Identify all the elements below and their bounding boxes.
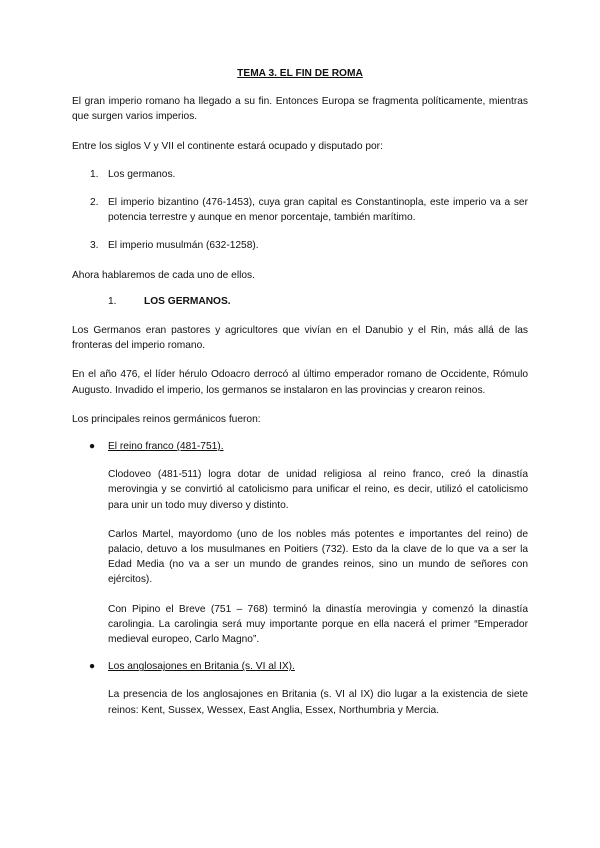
intro-paragraph: El gran imperio romano ha llegado a su fin. Entonces Europa se fragmenta políticamente, mientras que surgen varios imperios.	[72, 96, 528, 123]
anglo-paragraph-1: La presencia de los anglosajones en Britania (s. VI al IX) dio lugar a la existencia de siete reinos: Kent, Sussex, Wessex, East Anglia, Essex, Northumbria y Mercia.	[108, 689, 528, 716]
closing-paragraph: Ahora hablaremos de cada uno de ellos.	[72, 269, 255, 281]
germanos-paragraph-1: Los Germanos eran pastores y agricultores que vivían en el Danubio y el Rin, más allá de las fronteras del imperio romano.	[72, 325, 528, 352]
lead-paragraph: Entre los siglos V y VII el continente estará ocupado y disputado por:	[72, 140, 383, 152]
document-page	[72, 66, 528, 732]
bullet-label-franco: El reino franco (481-751).	[108, 441, 224, 453]
bullet-item-anglo	[72, 659, 528, 674]
bullet-icon: ●	[89, 441, 96, 453]
franco-paragraph-3: Con Pipino el Breve (751 – 768) terminó la dinastía merovingia y comenzó la dinastía carolingia. La carolingia será muy importante porque en ella nacerá el primer “Emperador medieval europeo, Carlo Magno”.	[108, 603, 528, 646]
list-item-number: 1.	[90, 168, 99, 180]
list-item	[72, 167, 528, 182]
section-title: LOS GERMANOS.	[144, 295, 231, 307]
franco-paragraph-2: Carlos Martel, mayordomo (uno de los nobles más potentes e importantes del reino) de palacio, detuvo a los musulmanes en Poitiers (732). Esto da la clave de lo que va a ser la Edad Media (no va a ser un mundo de grandes reinos, sino un mundo de señores con ejércitos).	[108, 528, 528, 586]
section-number: 1.	[108, 295, 117, 307]
bullet-item-franco	[72, 439, 528, 454]
bullet-icon: ●	[89, 661, 96, 673]
list-item-text: El imperio bizantino (476-1453), cuya gran capital es Constantinopla, este imperio va a ser potencia terrestre y aunque en menor porcentaje, también marítimo.	[108, 197, 528, 224]
page-title: TEMA 3. EL FIN DE ROMA	[237, 68, 363, 79]
franco-paragraph-1: Clodoveo (481-511) logra dotar de unidad religiosa al reino franco, creó la dinastía merovingia y se convirtió al catolicismo para unificar el reino, es decir, utilizó el catolicismo para unir un todo muy diverso y distinto.	[108, 469, 528, 511]
bullet-label-anglo: Los anglosajones en Britania (s. VI al IX).	[108, 661, 295, 673]
list-item-text: Los germanos.	[108, 168, 176, 180]
anglo-content	[108, 687, 528, 717]
powers-list	[72, 167, 528, 254]
list-item-text: El imperio musulmán (632-1258).	[108, 240, 259, 252]
germanos-paragraph-3: Los principales reinos germánicos fueron:	[72, 413, 261, 425]
list-item	[72, 195, 528, 225]
franco-content	[108, 467, 528, 647]
list-item-number: 2.	[90, 197, 99, 209]
germanos-paragraph-2: En el año 476, el líder hérulo Odoacro derrocó al último emperador romano de Occidente, Rómulo Augusto. Invadido el imperio, los germanos se instalaron en las provincias y crearon reinos.	[72, 369, 528, 396]
list-item	[72, 238, 528, 253]
list-item-number: 3.	[90, 240, 99, 252]
section-heading	[108, 294, 528, 309]
